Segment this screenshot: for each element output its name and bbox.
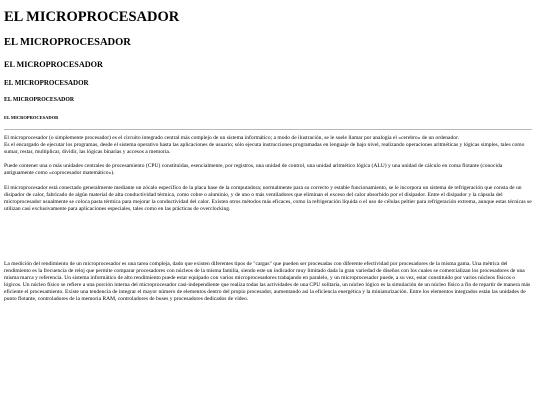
paragraph-components: Puede contener una o más unidades centrales de procesamiento (CPU) constituidas, esencialmente, por registros, una unidad de control, una unidad aritmético lógica (ALU) y una unidad de cálculo en coma flotante (conocida antiguamente como «coprocesador matemático»). [4,163,503,177]
heading-level-2: EL MICROPROCESADOR [4,36,131,48]
heading-level-4: EL MICROPROCESADOR [4,79,89,88]
paragraph-performance: La medición del rendimiento de un microprocesador es una tarea compleja, dado que existen diferentes tipos de "cargas" que pueden ser procesadas con diferente efectividad por procesadores de la misma gama. Una métrica del rendimiento es la frecuencia de reloj que permite comparar procesadores con núcleos de la misma familia, siendo este un indicador muy limitado dada la gran variedad de diseños con los cuales se comercializan los procesadores de una misma marca y referencia. Un sistema informático de alto rendimiento puede estar equipado con varios microprocesadores trabajando en paralelo, y un microprocesador puede, a su vez, estar constituido por varios núcleos físicos o lógicos. Un núcleo físico se refiere a una porción interna del microprocesador casi-independiente que realiza todas las actividades de una CPU solitaria, un núcleo lógico es la simulación de un núcleo físico a fin de repartir de manera más eficiente el procesamiento. Existe una tendencia de integrar el mayor número de elementos dentro del propio procesador, aumentando así la eficiencia energética y la miniaturización. Entre los elementos integrados están las unidades de punto flotante, controladores de la memoria RAM, controladores de buses y procesadores dedicados de vídeo. [4,260,531,303]
document-page [4,9,532,303]
paragraph-intro: El microprocesador (o simplemente procesador) es el circuito integrado central más complejo de un sistema informático; a modo de ilustración, se le suele llamar por analogía el «cerebro» de un ordenador. [4,135,459,142]
heading-level-5: EL MICROPROCESADOR [4,97,75,104]
heading-level-6: EL MICROPROCESADOR [4,114,59,120]
heading-level-3: EL MICROPROCESADOR [4,59,103,69]
paragraph-function: Es el encargado de ejecutar los programas, desde el sistema operativo hasta las aplicaciones de usuario; sólo ejecuta instrucciones programadas en lenguaje de bajo nivel, realizando operaciones aritméticas y lógicas simples, tales como sumar, restar, multiplicar, dividir, las lógicas binarias y accesos a memoria. [4,142,525,156]
paragraph-cooling: El microprocesador está conectado generalmente mediante un zócalo específico de la placa base de la computadora; normalmente para su correcto y estable funcionamiento, se le incorpora un sistema de refrigeración que consta de un disipador de calor, fabricado de algún material de alta conductividad térmica, como cobre o aluminio, y de uno o más ventiladores que eliminan el exceso del calor absorbido por el disipador. Entre el disipador y la cápsula del microprocesador usualmente se coloca pasta térmica para mejorar la conductividad del calor. Existen otros métodos más eficaces, como la refrigeración líquida o el uso de células peltier para refrigeración extrema, aunque estas técnicas se utilizan casi exclusivamente para aplicaciones especiales, tales como en las prácticas de overclocking. [4,184,532,212]
horizontal-divider [4,129,532,130]
heading-level-1: EL MICROPROCESADOR [4,9,180,25]
